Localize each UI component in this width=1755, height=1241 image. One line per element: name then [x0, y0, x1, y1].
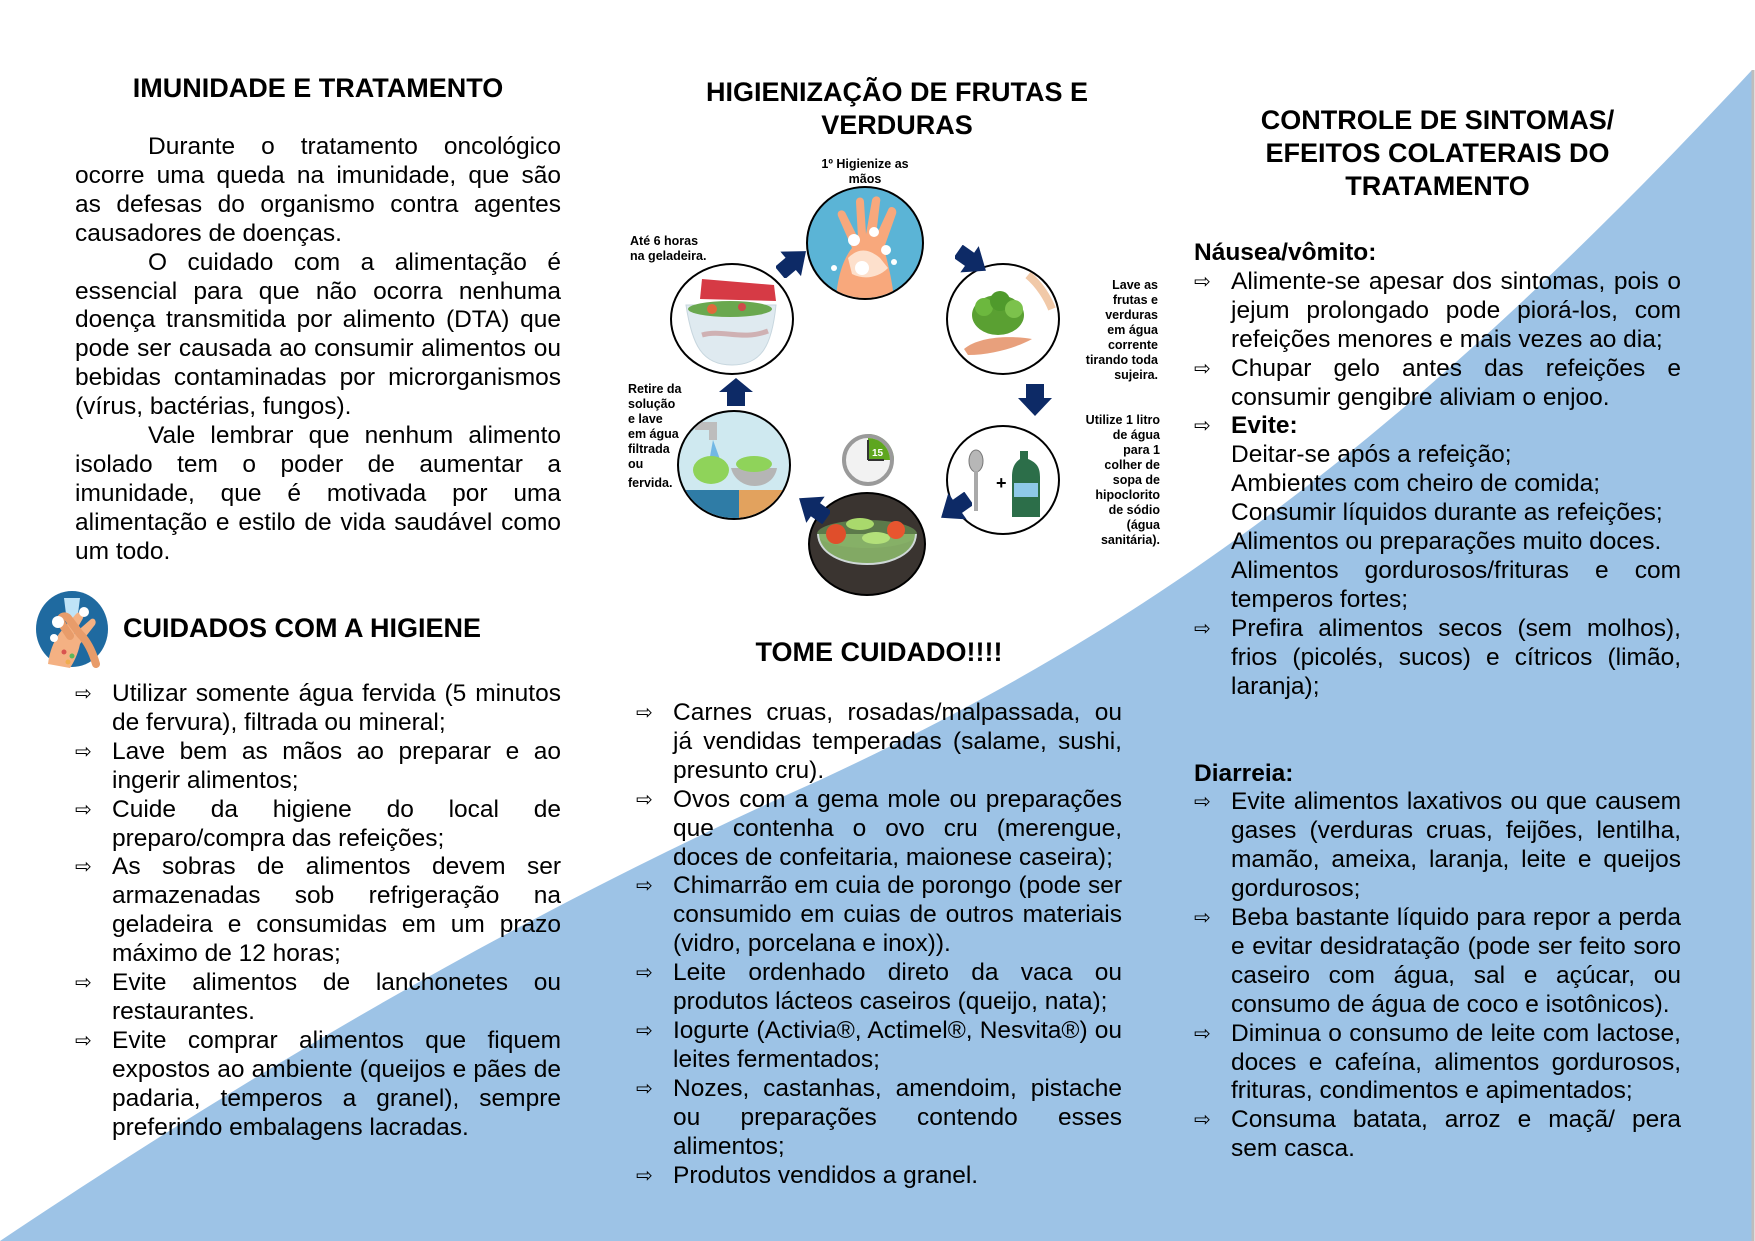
- arrow-bullet-icon: ⇨: [75, 1029, 92, 1052]
- arrow-bullet-icon: ⇨: [1194, 791, 1211, 814]
- arrow-bullet-icon: ⇨: [636, 875, 653, 898]
- list-item: ⇨ Chimarrão em cuia de porongo (pode ser consumido em cuias de outros materiais (vidro, porcelana e inox)).: [636, 872, 1122, 958]
- arrow-step1-to-step2-icon: [955, 245, 989, 277]
- arrow-bullet-icon: ⇨: [636, 702, 653, 724]
- step6-label: Até 6 horas na geladeira.: [630, 234, 707, 263]
- arrow-bullet-icon: ⇨: [1194, 270, 1211, 293]
- list-item: ⇨ Evite alimentos de lanchonetes ou restaurantes.: [75, 969, 561, 1025]
- list-item: ⇨ Chupar gelo antes das refeições e consumir gengibre aliviam o enjoo.: [1194, 354, 1681, 411]
- list-item: ⇨ Ovos com a gema mole ou preparações que contenha o ovo cru (merengue, doces de confeitaria, maionese caseira);: [636, 785, 1122, 871]
- step2-label: Lave as frutas e verduras em água corrente tirando toda sujeira.: [1085, 278, 1158, 382]
- arrow-bullet-icon: ⇨: [1194, 357, 1211, 380]
- nausea-list: [1194, 268, 1681, 441]
- nausea-heading: Náusea/vômito:: [1194, 239, 1377, 266]
- immunity-paragraph: Vale lembrar que nenhum alimento isolado tem o poder de aumentar a imunidade, que é motivada por uma alimentação e estilo de vida saudável como um todo.: [75, 422, 561, 565]
- step3-label: Utilize 1 litro de água para 1 colher de sopa de hipoclorito de sódio (água sanitária).: [1085, 413, 1160, 547]
- avoid-line: Ambientes com cheiro de comida;: [1231, 470, 1601, 498]
- stopwatch-icon: [838, 430, 898, 490]
- immunity-paragraph: O cuidado com a alimentação é essencial para que não ocorra nenhuma doença transmitida por alimento (DTA) que pode ser causada ao consumir alimentos ou bebidas contaminadas por microrganismos (vírus, bactérias, fungos).: [75, 248, 561, 421]
- arrow-bullet-icon: ⇨: [75, 740, 92, 763]
- step6-container-circle: [670, 263, 794, 375]
- avoid-heading: Evite:: [1231, 412, 1298, 440]
- hygiene-title: CUIDADOS COM A HIGIENE: [123, 613, 482, 643]
- list-item: ⇨ Lave bem as mãos ao preparar e ao ingerir alimentos;: [75, 737, 561, 794]
- list-item: ⇨ As sobras de alimentos devem ser armazenadas sob refrigeração na geladeira e consumidas em um prazo máximo de 12 horas;: [75, 853, 561, 968]
- avoid-line: Alimentos gordurosos/frituras e com temperos fortes;: [1231, 556, 1681, 613]
- arrow-step5-to-step6-icon: [719, 378, 753, 406]
- list-item: ⇨ Alimente-se apesar dos sintomas, pois o jejum prolongado pode piorá-los, com refeições menores e mais vezes ao dia;: [1194, 267, 1681, 353]
- arrow-step2-to-step3-icon: [1018, 384, 1052, 416]
- list-item: ⇨ Produtos vendidos a granel.: [636, 1161, 979, 1189]
- arrow-bullet-icon: ⇨: [1194, 1109, 1211, 1132]
- arrow-bullet-icon: ⇨: [75, 683, 92, 705]
- handwashing-icon: [34, 590, 110, 668]
- arrow-bullet-icon: ⇨: [636, 1077, 653, 1100]
- sanitization-title-line2: VERDURAS: [821, 110, 973, 140]
- diarrhea-heading: Diarreia:: [1194, 759, 1294, 787]
- list-item: ⇨ Beba bastante líquido para repor a perda e evitar desidratação (pode ser feito soro caseiro com água, sal e açúcar, ou consumo de água de coco e isotônicos).: [1194, 904, 1681, 1018]
- arrow-bullet-icon: ⇨: [1194, 907, 1211, 930]
- warning-title: TOME CUIDADO!!!!: [755, 637, 1003, 667]
- arrow-bullet-icon: ⇨: [636, 1164, 653, 1187]
- arrow-bullet-icon: ⇨: [1194, 415, 1211, 438]
- step1-hands-circle: [806, 186, 924, 300]
- arrow-bullet-icon: ⇨: [1194, 617, 1211, 640]
- prefer-list: [1194, 615, 1681, 702]
- list-item: ⇨ Evite comprar alimentos que fiquem expostos ao ambiente (queijos e pães de padaria, temperos a granel), sempre preferindo embalagens lacradas.: [75, 1026, 561, 1141]
- sanitization-title-line1: HIGIENIZAÇÃO DE FRUTAS E: [705, 77, 1088, 107]
- hygiene-list-container: [75, 680, 561, 1143]
- list-item: ⇨ Evite alimentos laxativos ou que causem gases (verduras cruas, feijões, lentilha, mamão, ameixa, laranja, leite e queijos gordurosos;: [1194, 788, 1681, 903]
- list-item: [1194, 412, 1681, 441]
- list-item: ⇨ Iogurte (Activia®, Actimel®, Nesvita®) ou leites fermentados;: [636, 1016, 1122, 1073]
- arrow-step3-to-step4-icon: [938, 492, 972, 524]
- hands-washing-icon: [808, 188, 922, 298]
- list-item: ⇨ Leite ordenhado direto da vaca ou produtos lácteos caseiros (queijo, nata);: [636, 959, 1122, 1016]
- immunity-paragraph: Durante o tratamento oncológico ocorre uma queda na imunidade, que são as defesas do organismo contra agentes causadores de doenças.: [75, 133, 561, 247]
- arrow-bullet-icon: ⇨: [75, 972, 92, 995]
- warning-list: [636, 699, 1122, 1190]
- arrow-bullet-icon: ⇨: [75, 798, 92, 821]
- symptoms-title: CONTROLE DE SINTOMAS/ EFEITOS COLATERAIS DO TRATAMENTO: [1260, 105, 1615, 201]
- hygiene-header: [34, 590, 574, 668]
- avoid-line: Consumir líquidos durante as refeições;: [1231, 499, 1663, 527]
- arrow-step4-to-step5-icon: [796, 492, 830, 524]
- warning-section: [636, 636, 1122, 1190]
- right-column: [1194, 104, 1681, 1164]
- list-item: ⇨ Prefira alimentos secos (sem molhos), frios (picolés, sucos) e cítricos (limão, laranja);: [1194, 614, 1681, 700]
- list-item: ⇨ Utilizar somente água fervida (5 minutos de fervura), filtrada ou mineral;: [75, 680, 561, 736]
- arrow-bullet-icon: ⇨: [1194, 1022, 1211, 1045]
- arrow-bullet-icon: ⇨: [636, 1019, 653, 1042]
- list-item: ⇨ Cuide da higiene do local de preparo/compra das refeições;: [75, 795, 561, 852]
- hygiene-list: [75, 680, 561, 1143]
- left-column: [75, 72, 561, 567]
- arrow-bullet-icon: ⇨: [636, 788, 653, 811]
- salad-container-icon: [672, 265, 792, 373]
- avoid-line: Alimentos ou preparações muito doces.: [1231, 528, 1662, 556]
- step1-label: 1º Higienize as mãos: [821, 157, 909, 186]
- arrow-step6-to-step1-icon: [776, 246, 810, 278]
- list-item: ⇨ Carnes cruas, rosadas/malpassada, ou já vendidas temperadas (salame, sushi, presunto cru).: [636, 699, 1122, 784]
- list-item: ⇨ Nozes, castanhas, amendoim, pistache ou preparações contendo esses alimentos;: [636, 1074, 1122, 1160]
- arrow-bullet-icon: ⇨: [636, 962, 653, 985]
- list-item: ⇨ Diminua o consumo de leite com lactose, doces e cafeína, alimentos gordurosos, frituras, condimentos e apimentados;: [1194, 1019, 1681, 1105]
- step5-label: Retire da solução e lave em água filtrada ou fervida.: [628, 382, 682, 490]
- arrow-bullet-icon: ⇨: [75, 856, 92, 879]
- svg-text:+: +: [996, 473, 1007, 493]
- middle-title-block: [636, 76, 1158, 142]
- immunity-title: IMUNIDADE E TRATAMENTO: [132, 73, 504, 103]
- list-item: ⇨ Consuma batata, arroz e maçã/ pera sem casca.: [1194, 1106, 1681, 1163]
- svg-text:15: 15: [872, 448, 884, 459]
- diarrhea-list: [1194, 788, 1681, 1164]
- avoid-line: Deitar-se após a refeição;: [1231, 441, 1512, 469]
